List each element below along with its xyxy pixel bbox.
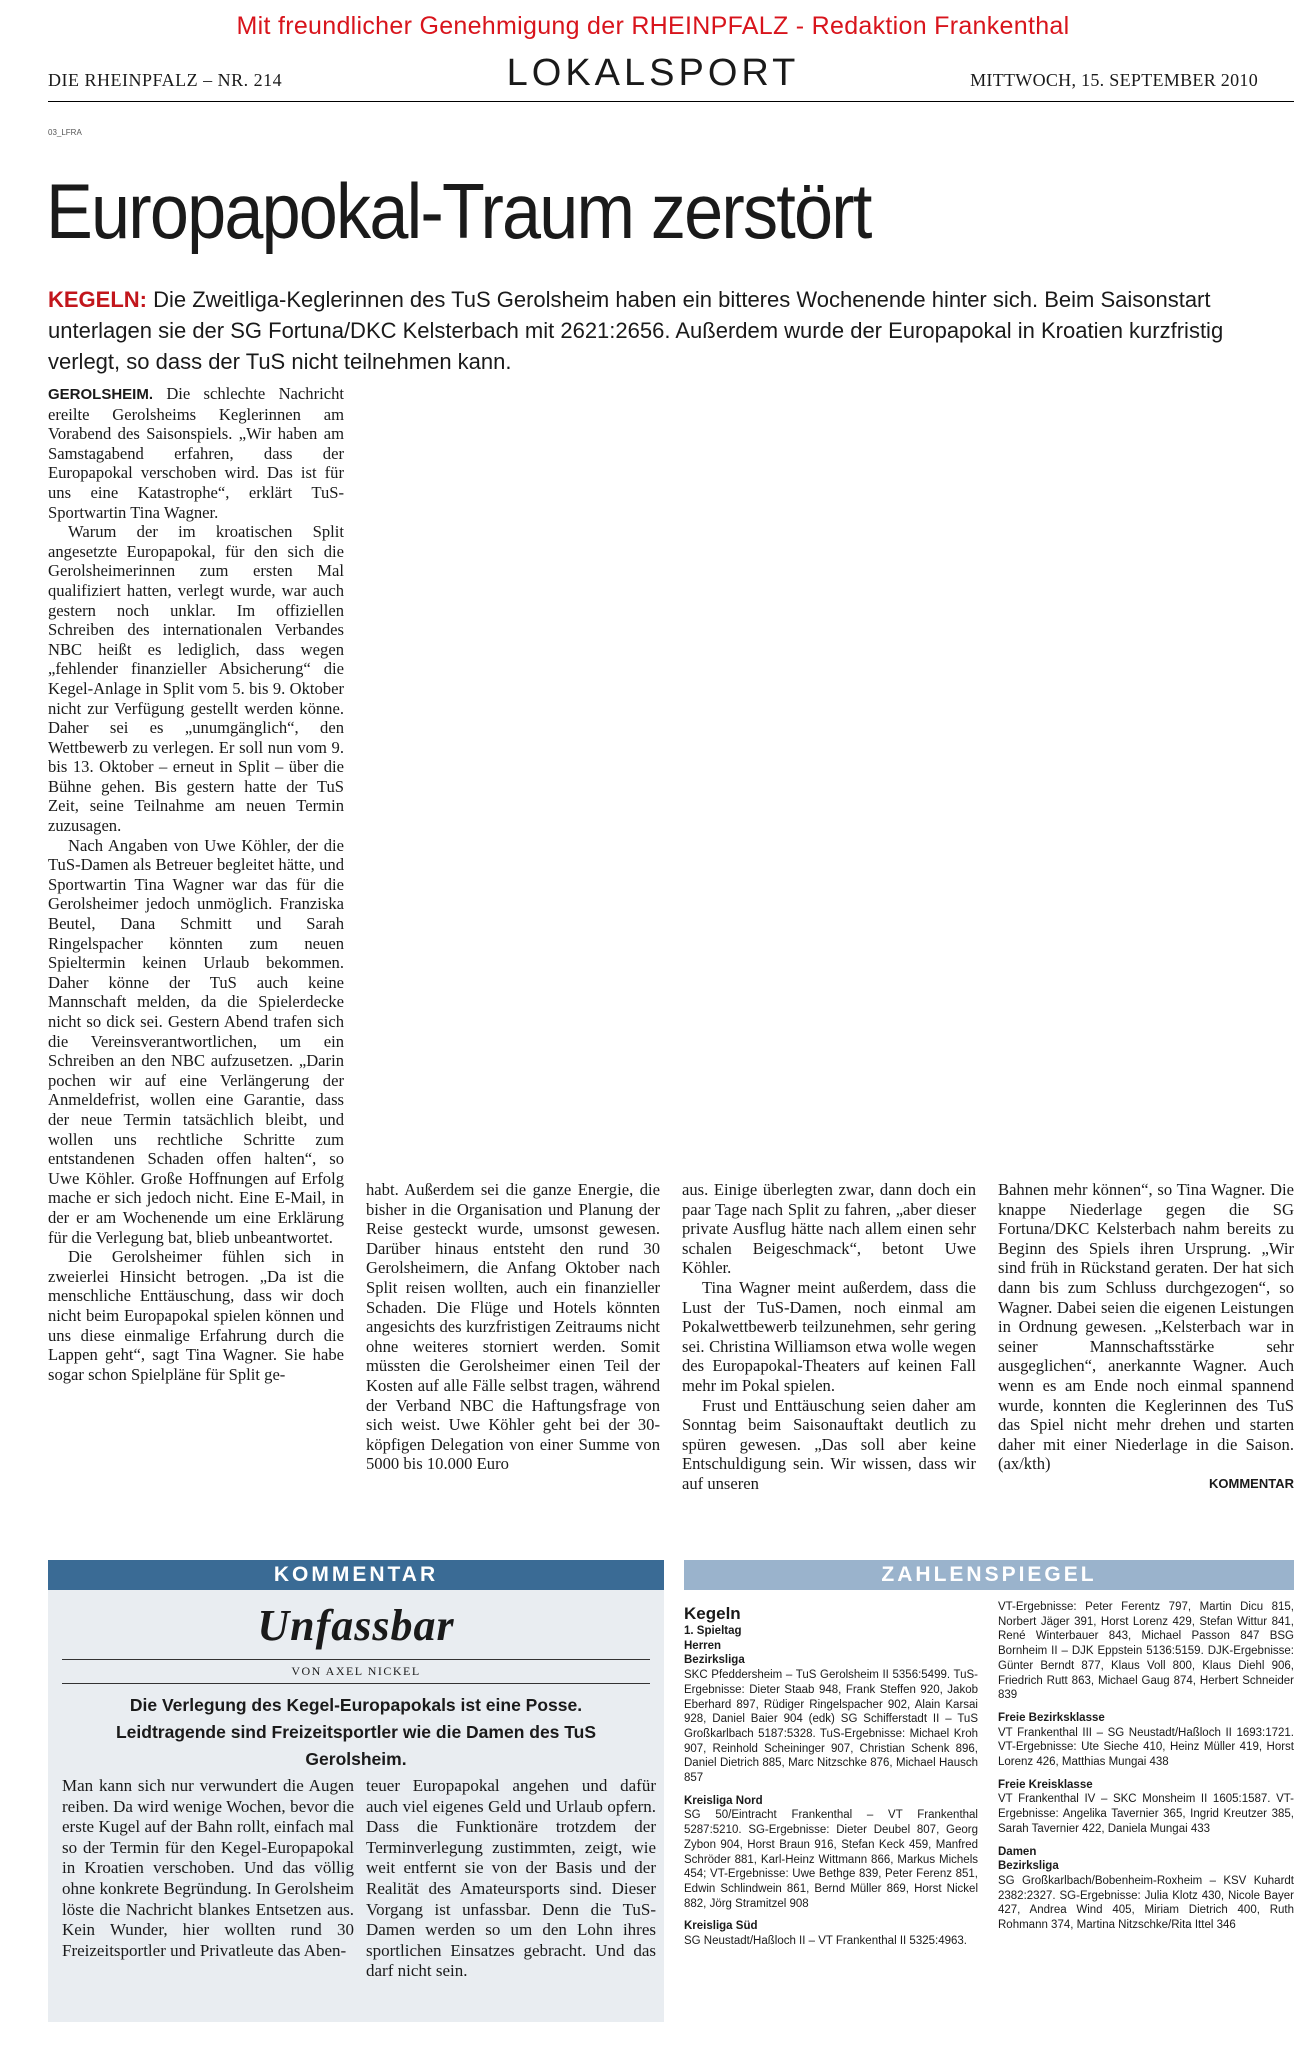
paragraph: Tina Wagner meint außerdem, dass die Lust der TuS-Damen, noch einmal am Pokalwettbewerb teilzunehmen, sehr gering sei. Christina Williamson etwa wolle wegen des Europapokal-Theaters auf keinen Fall mehr im Pokal spielen. — [682, 1277, 976, 1395]
league-results: VT-Ergebnisse: Peter Ferentz 797, Martin Dicu 815, Norbert Jäger 391, Horst Lorenz 429, Stefan Wittur 841, René Winterbauer 843, Michael Passon 847 BSG Bornheim II – DJK Eppstein 5136:5159. DJK-Ergebnisse: Günter Berndt 877, Klaus Voll 800, Klaus Diehl 906, Friedrich Rutt 863, Michael Gaug 874, Herbert Schneider 839 — [998, 1601, 1294, 1702]
league-label: Kreisliga Süd — [684, 1920, 758, 1933]
article-lead — [48, 284, 1288, 377]
results-column-2 — [998, 1600, 1294, 1933]
article-column-3 — [682, 1180, 976, 1494]
kommentar-column-2: teuer Europapokal angehen und dafür auch viel eigenes Geld und Urlaub opfern. Dass die Funktionäre trotzdem der Terminverlegung zustimmten, zeigt, wie weit entfernt sie von der Basis und der Realität des Amateursports sind. Dieser Vorgang ist unfassbar. Denn die TuS-Damen werden so um den Lohn ihres sportlichen Einsatzes gebracht. Und das darf nicht sein. — [366, 1776, 656, 1981]
kommentar-author: VON AXEL NICKEL — [291, 1664, 421, 1678]
league-results: VT Frankenthal IV – SKC Monsheim II 1605:1587. VT-Ergebnisse: Angelika Tavernier 365, Ingrid Kreutzer 385, Sarah Tavernier 422, Daniela Mungai 433 — [998, 1793, 1294, 1835]
kommentar-bar: KOMMENTAR — [48, 1560, 664, 1590]
dateline: GEROLSHEIM. — [48, 386, 154, 403]
paragraph: habt. Außerdem sei die ganze Energie, die bisher in die Organisation und Planung der Reise gesteckt wurde, umsonst gewesen. Darüber hinaus entsteht den rund 30 Gerolsheimern, die Anfang Oktober nach Split reisen wollten, auch ein finanzieller Schaden. Die Flüge und Hotels könnten angesichts des kurzfristigen Zeitraums nicht ohne weiteres storniert werden. Somit müssten die Gerolsheimer einen Teil der Kosten auf alle Fälle selbst tragen, während der Verband NBC die Haftungsfrage von sich weist. Uwe Köhler geht bei der 30-köpfigen Delegation von einer Summe von 5000 bis 10.000 Euro — [366, 1180, 660, 1474]
league-label: Kreisliga Nord — [684, 1794, 763, 1807]
permission-credit: Mit freundlicher Genehmigung der RHEINPFALZ - Redaktion Frankenthal — [236, 12, 1070, 40]
zahlenspiegel-bar: ZAHLENSPIEGEL — [684, 1560, 1294, 1590]
article-column-4 — [998, 1180, 1294, 1494]
league-results: SG Neustadt/Haßloch II – VT Frankenthal II 5325:4963. — [684, 1935, 967, 1948]
league-label: Freie Bezirksklasse — [998, 1711, 1105, 1724]
paragraph: Warum der im kroatischen Split angesetzte Europapokal, für den sich die Gerolsheimerinnen zum ersten Mal qualifiziert hatten, verlegt wurde, war auch gestern noch unklar. Im offiziellen Schreiben des internationalen Verbandes NBC heißt es lediglich, dass wegen „fehlender finanzieller Absicherung“ die Kegel-Anlage in Split vom 5. bis 9. Oktober nicht zur Verfügung gestellt werden könne. Daher sei es „unumgänglich“, den Wettbewerb zu verlegen. Er soll nun vom 9. bis 13. Oktober – erneut in Split – über die Bühne gehen. Bis gestern hatte der TuS Zeit, seine Teilnahme am neuen Termin zuzusagen. — [48, 522, 344, 836]
signoff-line — [998, 1474, 1294, 1494]
paragraph: GEROLSHEIM. Die schlechte Nachricht ereilte Gerolsheims Keglerinnen am Vorabend des Saisonspiels. „Wir haben am Samstagabend erfahren, dass der Europapokal verschoben wird. Das ist für uns eine Katastrophe“, erklärt TuS-Sportwartin Tina Wagner. — [48, 384, 344, 522]
results-column-1 — [684, 1604, 978, 1949]
issue-label: DIE RHEINPFALZ – NR. 214 — [48, 70, 283, 90]
issue-date: MITTWOCH, 15. SEPTEMBER 2010 — [970, 70, 1258, 90]
lead-text: Die Zweitliga-Keglerinnen des TuS Gerolsheim haben ein bitteres Wochenende hinter sich. Beim Saisonstart unterlagen sie der SG Fortuna/DKC Kelsterbach mit 2621:2656. Außerdem wurde der Europapokal in Kroatien kurzfristig verlegt, so dass der TuS nicht teilnehmen kann. — [48, 287, 1224, 374]
league-results: VT Frankenthal III – SG Neustadt/Haßloch II 1693:1721. VT-Ergebnisse: Ute Sieche 410, Heinz Müller 419, Horst Lorenz 426, Matthias Mungai 438 — [998, 1726, 1294, 1769]
paragraph: Bahnen mehr können“, so Tina Wagner. Die knappe Niederlage gegen die SG Fortuna/DKC Kelsterbach nahm bereits zu Beginn des Spiels ihren Ursprung. „Wir sind früh in Rückstand geraten. Der hat sich dann bis zum Schluss durchgezogen“, so Wagner. Dabei seien die eigenen Leistungen in Ordnung gewesen. „Kelsterbach war in seiner Mannschaftsstärke sehr ausgeglichen“, anerkannte Wagner. Auch wenn es am Ende noch einmal spannend wurde, konnten die Keglerinnen des TuS das Spiel nicht mehr drehen und starten daher mit einer Niederlage in die Saison. (ax/kth) — [998, 1180, 1294, 1474]
league-results: SKC Pfeddersheim – TuS Gerolsheim II 5356:5499. TuS-Ergebnisse: Dieter Staab 948, Frank Steffen 920, Jakob Eberhard 897, Rüdiger Ringelspacher 902, Alain Karsai 928, Daniel Baier 904 (edk) SG Schifferstadt II – TuS Großkarlbach 5187:5328. TuS-Ergebnisse: Michael Kroh 907, Reinhold Scheininger 907, Christian Schenk 896, Daniel Dietrich 885, Marc Nitzschke 876, Michael Hausch 857 — [684, 1669, 978, 1785]
paragraph: Die Gerolsheimer fühlen sich in zweierlei Hinsicht betrogen. „Da ist die menschliche Enttäuschung, dass wir doch nicht beim Europapokal spielen können und uns diese einmalige Erfahrung durch die Lappen geht“, sagt Tina Wagner. Sie habe sogar schon Spielpläne für Split ge- — [48, 1247, 344, 1384]
kommentar-reference: KOMMENTAR — [1209, 1475, 1294, 1491]
kommentar-lead: Die Verlegung des Kegel-Europapokals ist eine Posse. Leidtragende sind Freizeitsportler wie die Damen des TuS Gerolsheim. — [115, 1695, 597, 1769]
kommentar-rule — [62, 1683, 650, 1684]
article-column-2 — [366, 1180, 660, 1474]
kicker: KEGELN: — [48, 287, 147, 312]
zahlenspiegel-box — [684, 1560, 1294, 2022]
league-label: Freie Kreisklasse — [998, 1778, 1093, 1791]
damen-label: Damen — [998, 1845, 1037, 1858]
sport-heading: Kegeln — [684, 1604, 741, 1623]
paragraph: Frust und Enttäuschung seien daher am Sonntag beim Saisonauftakt deutlich zu spüren gewesen. „Das soll aber keine Entschuldigung sein. Wir wissen, dass wir auf unseren — [682, 1395, 976, 1493]
paragraph: aus. Einige überlegten zwar, dann doch ein paar Tage nach Split zu fahren, „aber dieser private Ausflug hätte nach allem einen sehr schalen Beigeschmack“, betont Uwe Köhler. — [682, 1180, 976, 1278]
herren-label: Herren — [684, 1639, 722, 1652]
spieltag-label: 1. Spieltag — [684, 1625, 742, 1637]
article-column-1 — [48, 384, 344, 1384]
kommentar-column-1: Man kann sich nur verwundert die Augen reiben. Da wird wenige Wochen, bevor die erste Kugel auf der Bahn rollt, einfach mal so der Termin für den Kegel-Europapokal in Kroatien verschoben. Und das völlig ohne konkrete Begründung. In Gerolsheim löste die Nachricht blankes Entsetzen aus. Kein Wunder, hier wollten rund 30 Freizeitsportler und Privatleute das Aben- — [62, 1776, 354, 1960]
league-results: SG Großkarlbach/Bobenheim-Roxheim – KSV Kuhardt 2382:2327. SG-Ergebnisse: Julia Klotz 430, Nicole Bayer 427, Andrea Wind 405, Miriam Dietrich 400, Ruth Rohmann 374, Martina Nitzschke/Rita Ittel 346 — [998, 1874, 1294, 1932]
paragraph: Nach Angaben von Uwe Köhler, der die TuS-Damen als Betreuer begleitet hätte, und Sportwartin Tina Wagner war das für die Gerolsheimer jedoch unmöglich. Franziska Beutel, Dana Schmitt und Sarah Ringelspacher könnten zum neuen Spieltermin keinen Urlaub bekommen. Daher könne der TuS auch keine Mannschaft melden, da die Spielerdecke nicht so dick sei. Gestern Abend trafen sich die Vereinsverantwortlichen, um ein Schreiben an den NBC aufzusetzen. „Darin pochen wir auf eine Verlängerung der Anmeldefrist, wollen eine Garantie, dass der neue Termin tatsächlich bleibt, und wollen uns rechtliche Schritte zum entstandenen Schaden offen halten“, so Uwe Köhler. Große Hoffnungen auf Erfolg mache er sich jedoch nicht. Eine E-Mail, in der er am Wochenende um eine Erklärung für die Verlegung bat, blieb unbeantwortet. — [48, 835, 344, 1247]
kommentar-title: Unfassbar — [257, 1601, 455, 1650]
kommentar-rule — [62, 1659, 650, 1660]
page-code: 03_LFRA — [48, 128, 82, 137]
league-label: Bezirksliga — [684, 1654, 745, 1667]
headline: Europapokal-Traum zerstört — [46, 167, 871, 255]
league-results: SG 50/Eintracht Frankenthal – VT Frankenthal 5287:5210. SG-Ergebnisse: Dieter Deubel 807, Georg Zybon 904, Horst Braun 916, Stefan Keck 459, Manfred Schröder 881, Karl-Heinz Wittmann 866, Markus Michels 454; VT-Ergebnisse: Uwe Bethge 839, Peter Ferenz 851, Edwin Schlindwein 861, Bernd Müller 869, Horst Nickel 882, Jörg Stramitzel 908 — [684, 1809, 978, 1910]
kommentar-box — [48, 1560, 664, 2022]
header-rule — [48, 101, 1294, 102]
section-title: LOKALSPORT — [506, 52, 800, 94]
league-label: Bezirksliga — [998, 1860, 1059, 1873]
